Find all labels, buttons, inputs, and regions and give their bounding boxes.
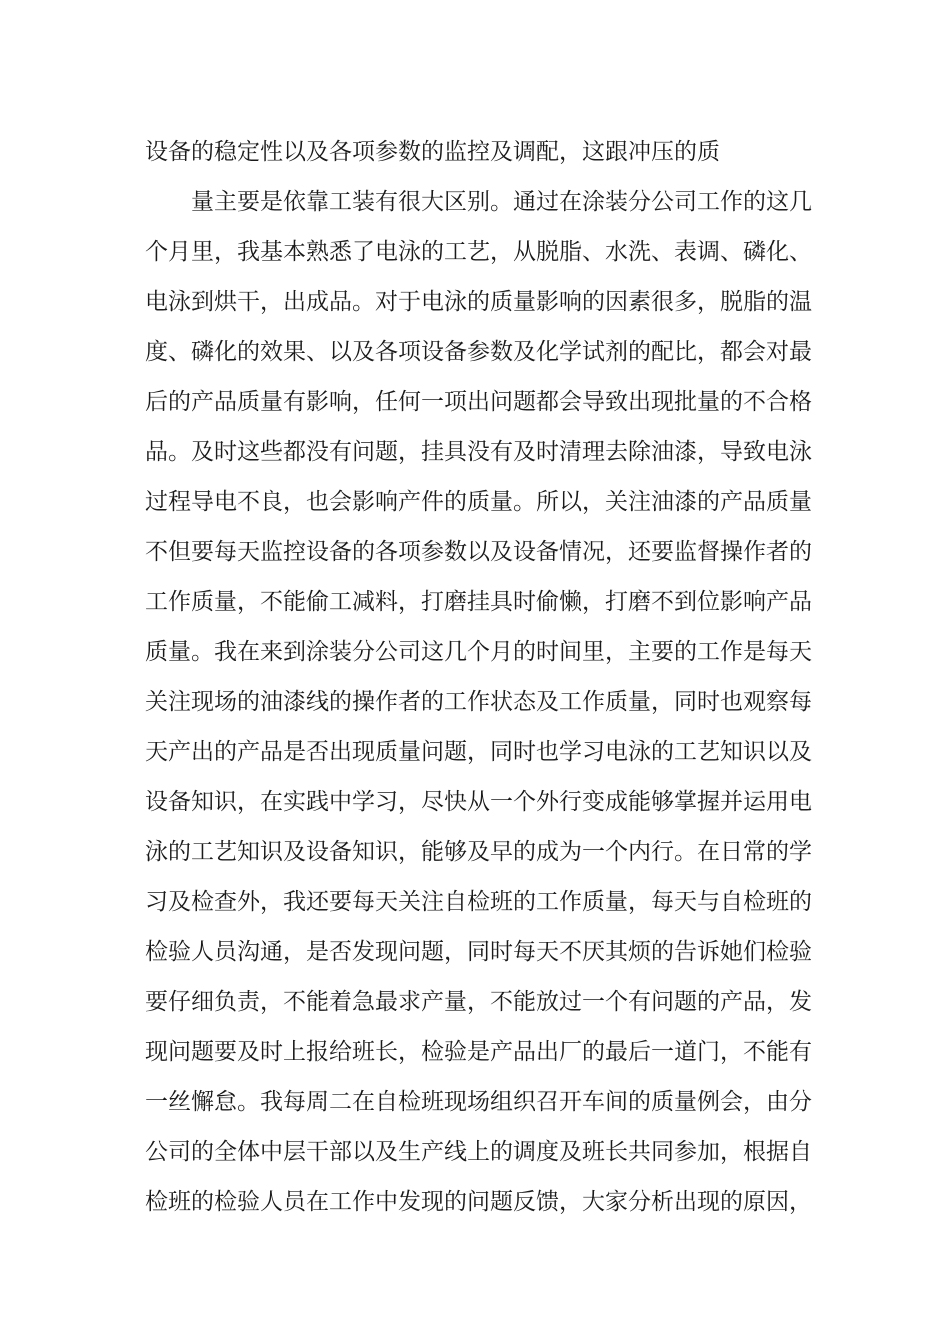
- text-line-5: 度、磷化的效果、以及各项设备参数及化学试剂的配比，都会对最: [145, 339, 812, 365]
- text-line-22: 检班的检验人员在工作中发现的问题反馈，大家分析出现的原因，: [145, 1189, 812, 1215]
- text-line-16: 习及检查外，我还要每天关注自检班的工作质量，每天与自检班的: [145, 889, 812, 915]
- text-line-18: 要仔细负责，不能着急最求产量，不能放过一个有问题的产品，发: [145, 989, 812, 1015]
- text-line-1: 设备的稳定性以及各项参数的监控及调配，这跟冲压的质: [145, 139, 720, 165]
- text-line-10: 工作质量，不能偷工减料，打磨挂具时偷懒，打磨不到位影响产品: [145, 589, 812, 615]
- text-line-12: 关注现场的油漆线的操作者的工作状态及工作质量，同时也观察每: [145, 689, 812, 715]
- text-line-20: 一丝懈怠。我每周二在自检班现场组织召开车间的质量例会，由分: [145, 1089, 812, 1115]
- text-line-14: 设备知识，在实践中学习，尽快从一个外行变成能够掌握并运用电: [145, 789, 812, 815]
- text-line-11: 质量。我在来到涂装分公司这几个月的时间里，主要的工作是每天: [145, 639, 812, 665]
- text-line-13: 天产出的产品是否出现质量问题，同时也学习电泳的工艺知识以及: [145, 739, 812, 765]
- text-line-9: 不但要每天监控设备的各项参数以及设备情况，还要监督操作者的: [145, 539, 812, 565]
- text-line-3: 个月里，我基本熟悉了电泳的工艺，从脱脂、水洗、表调、磷化、: [145, 239, 812, 265]
- text-line-21: 公司的全体中层干部以及生产线上的调度及班长共同参加，根据自: [145, 1139, 812, 1165]
- text-line-6: 后的产品质量有影响，任何一项出问题都会导致出现批量的不合格: [145, 389, 812, 415]
- text-line-19: 现问题要及时上报给班长，检验是产品出厂的最后一道门，不能有: [145, 1039, 812, 1065]
- text-line-4: 电泳到烘干，出成品。对于电泳的质量影响的因素很多，脱脂的温: [145, 289, 812, 315]
- text-line-2: 量主要是依靠工装有很大区别。通过在涂装分公司工作的这几: [191, 189, 812, 215]
- text-line-17: 检验人员沟通，是否发现问题，同时每天不厌其烦的告诉她们检验: [145, 939, 812, 965]
- text-line-7: 品。及时这些都没有问题，挂具没有及时清理去除油漆，导致电泳: [145, 439, 812, 465]
- text-line-8: 过程导电不良，也会影响产件的质量。所以，关注油漆的产品质量: [145, 489, 812, 515]
- text-line-15: 泳的工艺知识及设备知识，能够及早的成为一个内行。在日常的学: [145, 839, 812, 865]
